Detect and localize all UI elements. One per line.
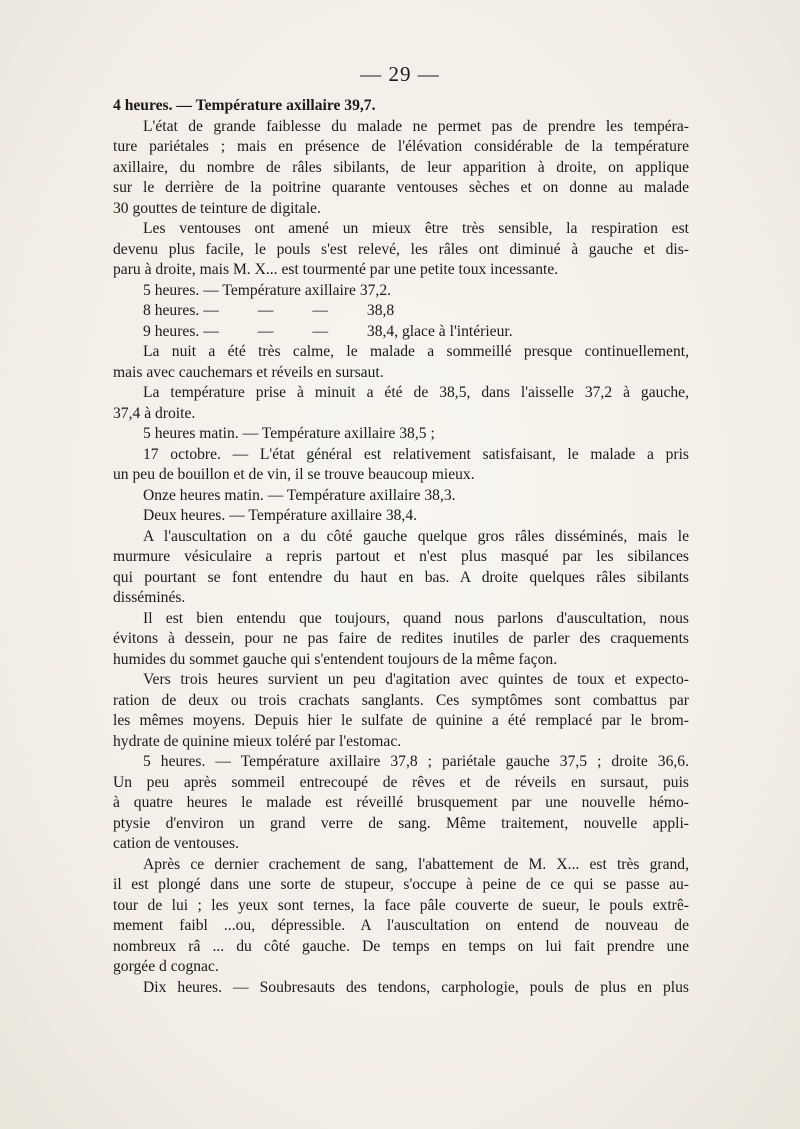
text-line: 5 heures. — Température axillaire 37,8 ; pariétale gauche 37,5 ; droite 36,6. [143,753,689,770]
text-line: 9 heures. — — — 38,4, glace à l'intérieur. [143,322,513,340]
text-line: humides du sommet gauche qui s'entendent toujours de la même façon. [113,650,558,668]
text-line: ration de deux ou trois crachats sanglants. Ces symptômes sont combattus par [113,691,689,709]
text-line: évitons à dessein, pour ne pas faire de redites inutiles de parler des craquements [113,630,689,647]
text-line: ptysie d'environ un grand verre de sang. Même traitement, nouvelle appli- [113,814,689,832]
text-line: gorgée d cognac. [113,958,219,975]
text-line: cation de ventouses. [113,835,240,852]
text-line: paru à droite, mais M. X... est tourmenté par une petite toux incessante. [113,261,559,278]
text-line: 5 heures. — Température axillaire 37,2. [143,281,392,299]
text-line: disséminés. [113,589,186,606]
text-line: La nuit a été très calme, le malade a sommeillé presque continuellement, [143,343,689,360]
text-line: tour de lui ; les yeux sont ternes, la face pâle couverte de sueur, le pouls extrê- [113,896,689,914]
text-line: Onze heures matin. — Température axillaire 38,3. [143,486,456,504]
text-line: Vers trois heures survient un peu d'agitation avec quintes de toux et expecto- [143,671,689,688]
text-line: ture pariétales ; mais en présence de l'élévation considérable de la température [113,138,689,155]
text-line: 30 gouttes de teinture de digitale. [113,199,321,217]
text-line: Il est bien entendu que toujours, quand nous parlons d'auscultation, nous [143,609,689,627]
body-text [113,96,689,998]
text-line: L'état de grande faiblesse du malade ne permet pas de prendre les tempéra- [143,117,689,135]
text-line: murmure vésiculaire a repris partout et n'est plus masqué par les sibilances [113,548,689,565]
text-line: nombreux râ ... du côté gauche. De temps en temps on lui fait prendre une [113,937,689,955]
text-line: Deux heures. — Température axillaire 38,4. [143,507,418,524]
text-line: sur le derrière de la poitrine quarante ventouses sèches et on donne au malade [113,179,689,196]
text-line: axillaire, du nombre de râles sibilants, de leur apparition à droite, on applique [113,158,689,176]
text-line: 8 heures. — — — 38,8 [143,302,395,319]
text-line: 4 heures. — Température axillaire 39,7. [113,97,376,114]
text-line: La température prise à minuit a été de 38,5, dans l'aisselle 37,2 à gauche, [143,384,689,401]
text-line: A l'auscultation on a du côté gauche quelque gros râles disséminés, mais le [143,527,689,545]
text-line: mais avec cauchemars et réveils en sursaut. [113,363,384,381]
text-line: mement faibl ...ou, dépressible. A l'auscultation on entend de nouveau de [113,917,689,934]
text-line: à quatre heures le malade est réveillé brusquement par une nouvelle hémo- [113,794,689,811]
text-line: devenu plus facile, le pouls s'est relevé, les râles ont diminué à gauche et dis- [113,240,689,258]
text-line: 17 octobre. — L'état général est relativement satisfaisant, le malade a pris [143,445,689,463]
text-line: il est plongé dans une sorte de stupeur, s'occupe à peine de ce qui se passe au- [113,876,689,893]
text-line: Dix heures. — Soubresauts des tendons, carphologie, pouls de plus en plus [143,978,689,996]
page-number: — 29 — [360,62,440,86]
text-line: 5 heures matin. — Température axillaire 38,5 ; [143,425,435,442]
text-line: hydrate de quinine mieux toléré par l'estomac. [113,732,402,750]
text-line: les mêmes moyens. Depuis hier le sulfate de quinine a été remplacé par le brom- [113,712,689,729]
text-line: Les ventouses ont amené un mieux être très sensible, la respiration est [143,220,689,237]
text-line: Après ce dernier crachement de sang, l'abattement de M. X... est très grand, [143,855,689,873]
text-line: Un peu après sommeil entrecoupé de rêves et de réveils en sursaut, puis [113,773,689,791]
text-line: 37,4 à droite. [113,404,196,422]
text-line: un peu de bouillon et de vin, il se trouve beaucoup mieux. [113,466,475,483]
text-line: qui pourtant se font entendre du haut en bas. A droite quelques râles sibilants [113,568,689,586]
